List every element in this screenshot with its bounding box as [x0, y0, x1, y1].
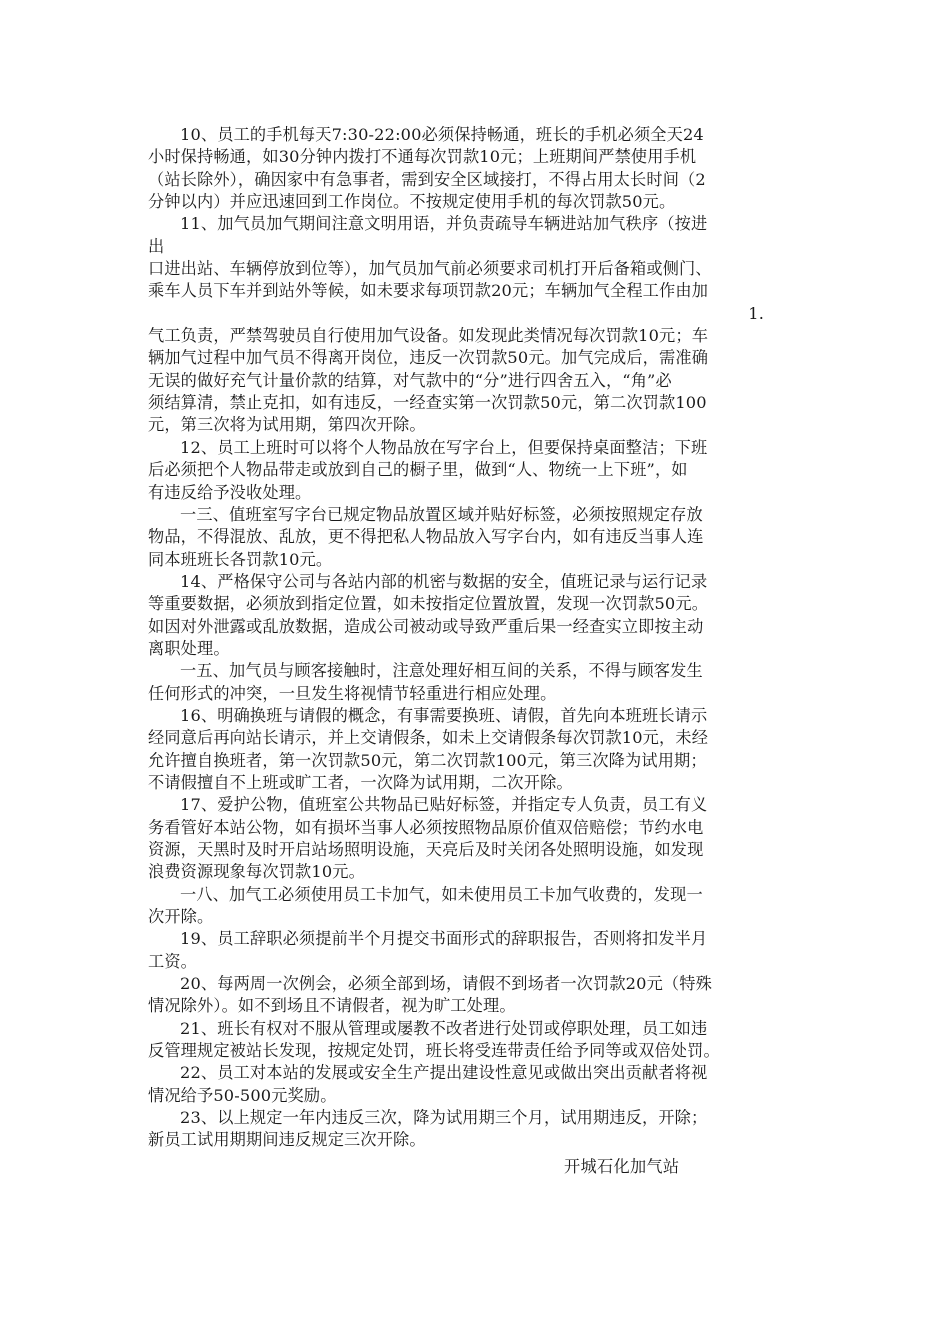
text-line: 一八、加气工必须使用员工卡加气，如未使用员工卡加气收费的，发现一	[180, 884, 703, 904]
text-line: 口进出站、车辆停放到位等），加气员加气前必须要求司机打开后备箱或侧门、	[148, 259, 712, 279]
text-line: 有违反给予没收处理。	[148, 482, 312, 502]
text-line: 11、加气员加气期间注意文明用语，并负责疏导车辆进站加气秩序（按进	[180, 214, 708, 234]
text-line: 辆加气过程中加气员不得离开岗位，违反一次罚款50元。加气完成后，需准确	[148, 348, 709, 368]
text-line: 12、员工上班时可以将个人物品放在写字台上，但要保持桌面整洁；下班	[180, 437, 708, 457]
text-line: 一三、值班室写字台已规定物品放置区域并贴好标签，必须按照规定存放	[180, 504, 703, 524]
text-line: 任何形式的冲突，一旦发生将视情节轻重进行相应处理。	[148, 683, 557, 703]
text-line: 离职处理。	[148, 638, 230, 658]
page-number: 1.	[748, 303, 764, 323]
text-line: 17、爱护公物，值班室公共物品已贴好标签，并指定专人负责，员工有义	[180, 795, 708, 815]
text-line: 22、员工对本站的发展或安全生产提出建设性意见或做出突出贡献者将视	[180, 1063, 708, 1083]
text-line: 14、严格保守公司与各站内部的机密与数据的安全，值班记录与运行记录	[180, 571, 708, 591]
text-line: 元，第三次将为试用期，第四次开除。	[148, 415, 426, 435]
text-line: 小时保持畅通，如30分钟内拨打不通每次罚款10元；上班期间严禁使用手机	[148, 147, 697, 167]
text-line: 等重要数据，必须放到指定位置，如未按指定位置放置，发现一次罚款50元。	[148, 594, 709, 614]
document-body	[148, 124, 816, 1152]
text-line: 情况除外）。如不到场且不请假者，视为旷工处理。	[148, 996, 516, 1016]
text-line: 21、班长有权对不服从管理或屡教不改者进行处罚或停职处理，员工如违	[180, 1018, 708, 1038]
text-line: 次开除。	[148, 907, 214, 927]
signature: 开城石化加气站	[564, 1157, 680, 1176]
text-line: 后必须把个人物品带走或放到自己的橱子里，做到“人、物统一上下班”，如	[148, 460, 688, 480]
text-line: 情况给予50-500元奖励。	[148, 1085, 337, 1105]
text-line: 经同意后再向站长请示，并上交请假条，如未上交请假条每次罚款10元，未经	[148, 728, 709, 748]
text-line: 出	[148, 236, 165, 256]
text-line: 工资。	[148, 951, 198, 971]
text-line: （站长除外），确因家中有急事者，需到安全区域接打，不得占用太长时间（2	[148, 169, 706, 189]
text-line: 务看管好本站公物，如有损坏当事人必须按照物品原价值双倍赔偿；节约水电	[148, 817, 704, 837]
text-line: 气工负责，严禁驾驶员自行使用加气设备。如发现此类情况每次罚款10元；车	[148, 326, 709, 346]
text-line: 浪费资源现象每次罚款10元。	[148, 862, 365, 882]
text-line: 分钟以内）并应迅速回到工作岗位。不按规定使用手机的每次罚款50元。	[148, 192, 676, 212]
text-line: 10、员工的手机每天7:30-22:00必须保持畅通，班长的手机必须全天24	[180, 125, 704, 144]
text-line: 19、员工辞职必须提前半个月提交书面形式的辞职报告，否则将扣发半月	[180, 929, 708, 949]
text-line: 一五、加气员与顾客接触时，注意处理好相互间的关系，不得与顾客发生	[180, 661, 703, 681]
text-line: 20、每两周一次例会，必须全部到场，请假不到场者一次罚款20元（特殊	[180, 974, 712, 994]
text-line: 须结算清，禁止克扣，如有违反，一经查实第一次罚款50元，第二次罚款100	[148, 393, 707, 413]
text-line: 乘车人员下车并到站外等候，如未要求每项罚款20元；车辆加气全程工作由加	[148, 281, 709, 301]
text-line: 资源，天黑时及时开启站场照明设施，天亮后及时关闭各处照明设施，如发现	[148, 840, 704, 859]
text-line: 物品，不得混放、乱放，更不得把私人物品放入写字台内，如有违反当事人连	[148, 527, 704, 547]
text-line: 新员工试用期期间违反规定三次开除。	[148, 1130, 426, 1150]
text-line: 16、明确换班与请假的概念，有事需要换班、请假，首先向本班班长请示	[180, 705, 708, 725]
text-line: 同本班班长各罚款10元。	[148, 549, 333, 569]
text-line: 允许擅自换班者，第一次罚款50元，第二次罚款100元，第三次降为试用期；	[148, 750, 707, 770]
text-line: 无误的做好充气计量价款的结算，对气款中的“分”进行四舍五入，“角”必	[148, 370, 672, 390]
text-line: 23、以上规定一年内违反三次，降为试用期三个月，试用期违反，开除；	[180, 1108, 708, 1128]
text-line: 反管理规定被站长发现，按规定处罚，班长将受连带责任给予同等或双倍处罚。	[148, 1041, 720, 1061]
text-line: 如因对外泄露或乱放数据，造成公司被动或导致严重后果一经查实立即按主动	[148, 616, 704, 636]
text-line: 不请假擅自不上班或旷工者，一次降为试用期，二次开除。	[148, 772, 573, 792]
